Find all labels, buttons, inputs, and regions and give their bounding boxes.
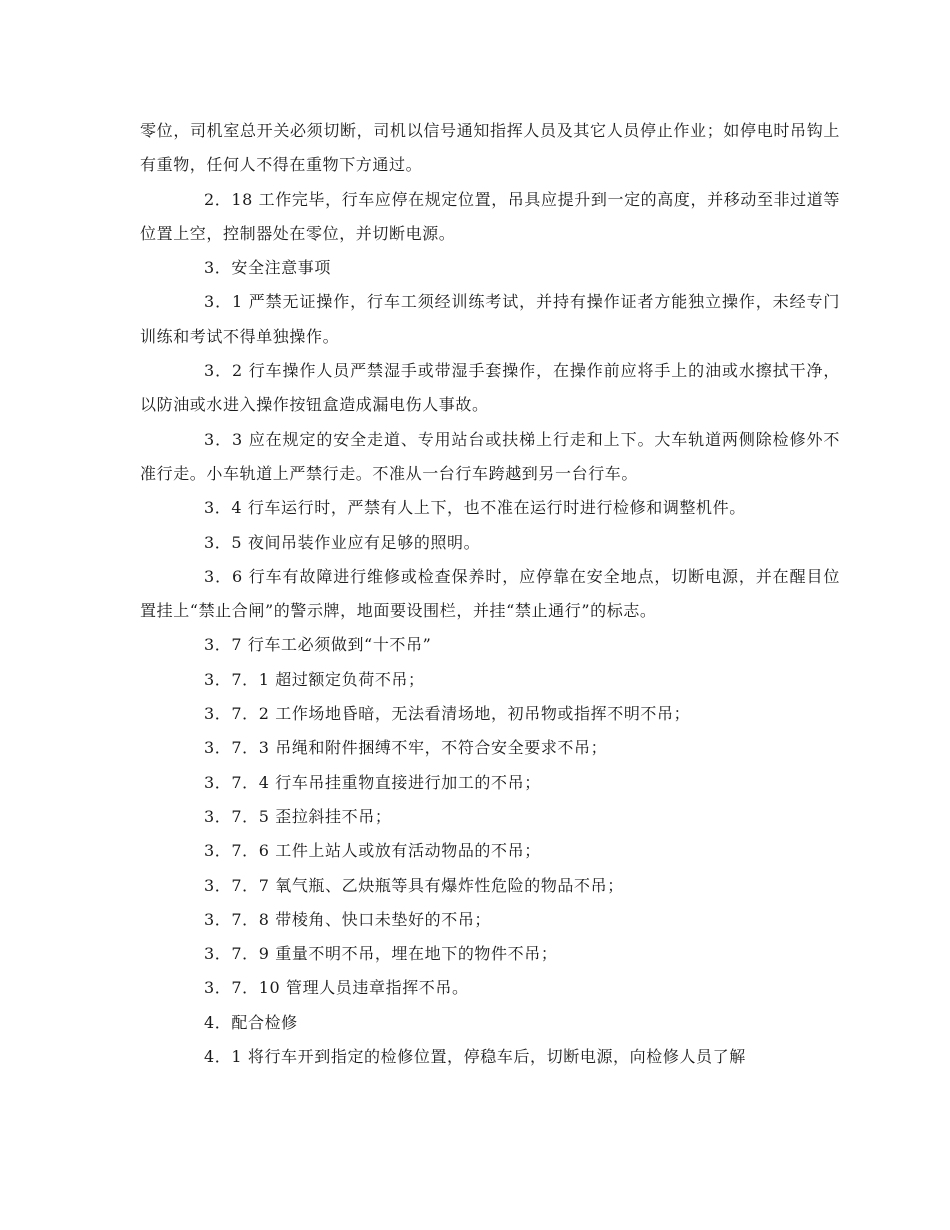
paragraph-3-2: 3．2 行车操作人员严禁湿手或带湿手套操作，在操作前应将手上的油或水擦拭干净，以防油或水进入操作按钮盒造成漏电伤人事故。 bbox=[140, 361, 840, 415]
list-item-3-7-3: 3．7．3 吊绳和附件捆缚不牢，不符合安全要求不吊； bbox=[204, 738, 608, 758]
paragraph-3-4: 3．4 行车运行时，严禁有人上下，也不准在运行时进行检修和调整机件。 bbox=[204, 498, 746, 518]
paragraph-3-5: 3．5 夜间吊装作业应有足够的照明。 bbox=[204, 532, 481, 552]
paragraph-3-7: 3．7 行车工必须做到“十不吊” bbox=[204, 635, 432, 655]
paragraph-4-1: 4．1 将行车开到指定的检修位置，停稳车后，切断电源，向检修人员了解 bbox=[204, 1047, 746, 1067]
list-item-3-7-2: 3．7．2 工作场地昏暗，无法看清场地，初吊物或指挥不明不吊； bbox=[204, 704, 691, 724]
list-item-3-7-7: 3．7．7 氧气瓶、乙炔瓶等具有爆炸性危险的物品不吊； bbox=[204, 875, 624, 895]
list-item-3-7-4: 3．7．4 行车吊挂重物直接进行加工的不吊； bbox=[204, 772, 541, 792]
section-heading-4: 4．配合检修 bbox=[204, 1012, 298, 1032]
paragraph-2-18: 2．18 工作完毕，行车应停在规定位置，吊具应提升到一定的高度，并移动至非过道等位置上空，控制器处在零位，并切断电源。 bbox=[140, 189, 840, 243]
paragraph-3-6: 3．6 行车有故障进行维修或检查保养时，应停靠在安全地点，切断电源，并在醒目位置挂上“禁止合闸”的警示牌，地面要设围栏，并挂“禁止通行”的标志。 bbox=[140, 566, 840, 621]
document-body bbox=[140, 114, 840, 1074]
list-item-3-7-1: 3．7．1 超过额定负荷不吊； bbox=[204, 669, 425, 689]
list-item-3-7-9: 3．7．9 重量不明不吊，埋在地下的物件不吊； bbox=[204, 944, 558, 964]
paragraph-3-3: 3．3 应在规定的安全走道、专用站台或扶梯上行走和上下。大车轨道两侧除检修外不准行走。小车轨道上严禁行走。不准从一台行车跨越到另一台行车。 bbox=[140, 429, 840, 483]
list-item-3-7-10: 3．7．10 管理人员违章指挥不吊。 bbox=[204, 978, 469, 998]
paragraph-3-1: 3．1 严禁无证操作，行车工须经训练考试，并持有操作证者方能独立操作，未经专门训练和考试不得单独操作。 bbox=[140, 292, 840, 346]
list-item-3-7-5: 3．7．5 歪拉斜挂不吊； bbox=[204, 806, 392, 826]
section-heading-3: 3．安全注意事项 bbox=[204, 258, 331, 278]
paragraph-continuation: 零位，司机室总开关必须切断，司机以信号通知指挥人员及其它人员停止作业；如停电时吊钩上有重物，任何人不得在重物下方通过。 bbox=[140, 121, 840, 175]
list-item-3-7-8: 3．7．8 带棱角、快口未垫好的不吊； bbox=[204, 909, 492, 929]
list-item-3-7-6: 3．7．6 工件上站人或放有活动物品的不吊； bbox=[204, 841, 541, 861]
